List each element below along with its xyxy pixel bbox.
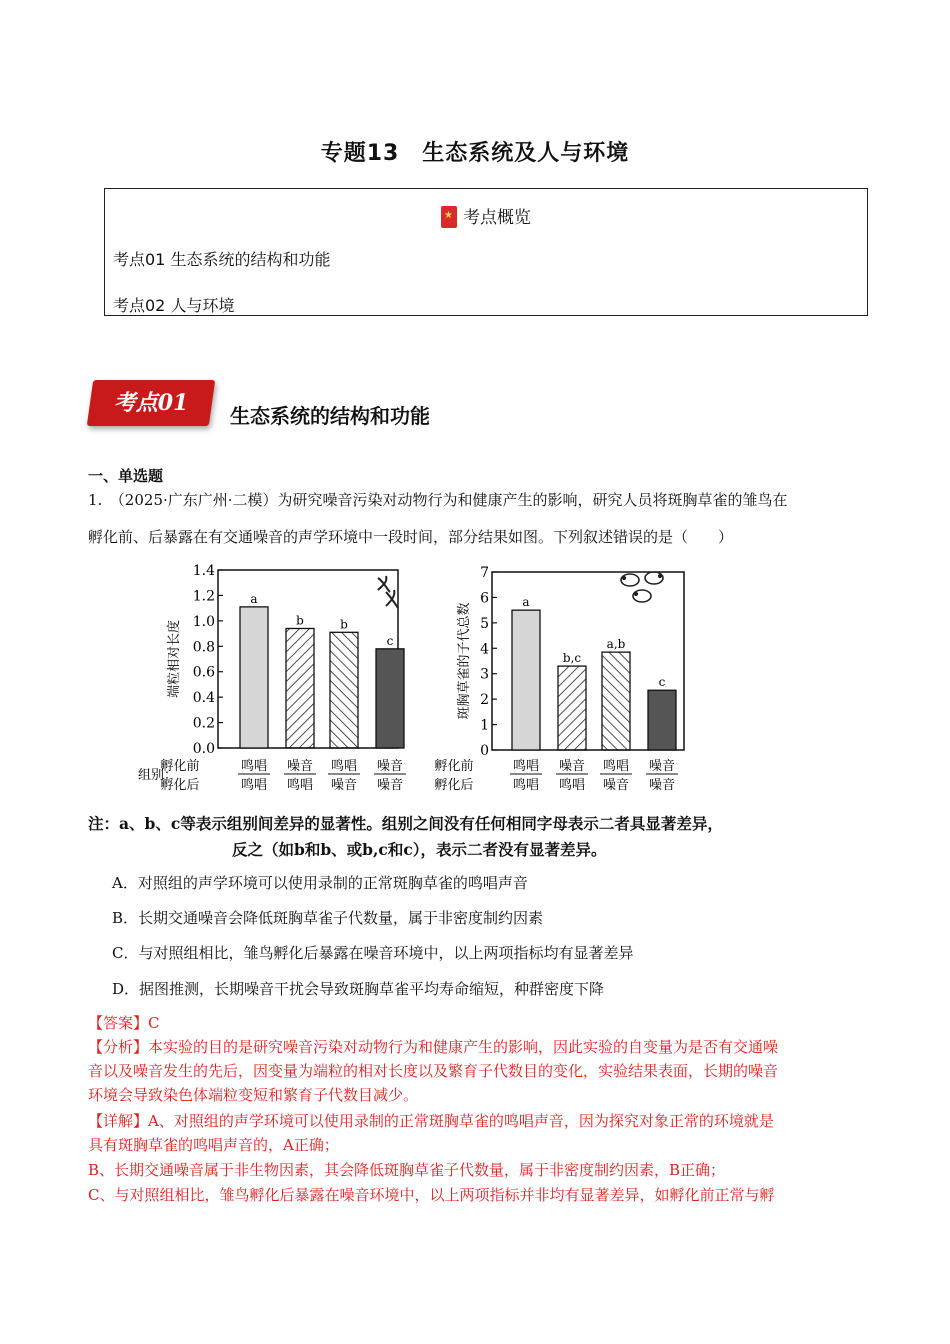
section-title: 生态系统的结构和功能 <box>230 404 430 428</box>
group-before-label: 噪音 <box>648 759 676 774</box>
bar <box>286 628 314 748</box>
y-tick-label: 7 <box>480 565 489 581</box>
group-label: 组别： <box>138 768 178 783</box>
bar-label: a <box>250 591 258 606</box>
figure-note-line-2: 反之（如b和b、或b,c和c），表示二者没有显著差异。 <box>232 840 607 859</box>
y-axis-label: 端粒相对长度 <box>167 619 182 699</box>
bar <box>602 652 630 750</box>
overview-item-2[interactable]: 考点02 人与环境 <box>113 296 235 315</box>
group-after-label: 噪音 <box>648 778 676 793</box>
group-after-label: 噪音 <box>602 778 630 793</box>
section-badge-text: 考点01 <box>113 390 189 416</box>
bar <box>558 666 586 750</box>
analysis-line-1: 【分析】本实验的目的是研究噪音污染对动物行为和健康产生的影响，因此实验的自变量为是否有交通噪 <box>88 1038 779 1056</box>
option-a[interactable]: A．对照组的声学环境可以使用录制的正常斑胸草雀的鸣唱声音 <box>112 874 528 892</box>
y-tick-label: 0.6 <box>192 664 215 681</box>
y-tick-label: 0.8 <box>192 639 215 656</box>
answer-line: 【答案】C <box>88 1014 160 1032</box>
offspring-chart <box>434 565 684 793</box>
y-tick-label: 1.0 <box>192 613 215 630</box>
detail-line-1: 【详解】A、对照组的声学环境可以使用录制的正常斑胸草雀的鸣唱声音，因为探究对象正常的环境就是 <box>88 1112 774 1130</box>
bar <box>240 607 268 748</box>
y-tick-label: 1 <box>480 717 489 734</box>
bar <box>648 690 676 750</box>
detail-line-2: 具有斑胸草雀的鸣唱声音的，A正确； <box>88 1136 339 1154</box>
y-tick-label: 4 <box>480 641 489 658</box>
bar-label: c <box>386 633 394 648</box>
y-tick-label: 3 <box>480 666 489 683</box>
question-stem-line-2: 孵化前、后暴露在有交通噪音的声学环境中一段时间，部分结果如图。下列叙述错误的是（ ） <box>88 528 734 546</box>
section-badge <box>87 380 215 426</box>
option-d[interactable]: D．据图推测，长期噪音干扰会导致斑胸草雀平均寿命缩短，种群密度下降 <box>112 980 605 998</box>
y-axis-label: 斑胸草雀的子代总数 <box>457 602 472 720</box>
group-after-label: 鸣唱 <box>240 778 268 793</box>
group-before-label: 鸣唱 <box>512 759 540 774</box>
analysis-line-3: 环境会导致染色体端粒变短和繁育子代数目减少。 <box>88 1086 419 1104</box>
group-before-label: 噪音 <box>286 759 314 774</box>
bar <box>512 610 540 750</box>
chromosome-icon <box>378 576 398 608</box>
question-stem-line-1: 1. （2025·广东广州·二模）为研究噪音污染对动物行为和健康产生的影响，研究人员将斑胸草雀的雏鸟在 <box>88 491 788 509</box>
bar <box>376 649 404 748</box>
option-c[interactable]: C．与对照组相比，雏鸟孵化后暴露在噪音环境中，以上两项指标均有显著差异 <box>112 944 634 962</box>
figure-note-line-1: 注：a、b、c等表示组别间差异的显著性。组别之间没有任何相同字母表示二者具显著差异， <box>88 814 723 833</box>
overview-heading <box>105 203 867 228</box>
group-after-label: 鸣唱 <box>286 778 314 793</box>
group-after-label: 鸣唱 <box>558 778 586 793</box>
bar-label: a,b <box>606 637 626 652</box>
row-label-before: 孵化前 <box>160 759 200 774</box>
detail-line-4: C、与对照组相比，雏鸟孵化后暴露在噪音环境中，以上两项指标并非均有显著差异，如孵化前正常与孵 <box>88 1186 775 1204</box>
group-before-label: 鸣唱 <box>602 759 630 774</box>
row-label-after: 孵化后 <box>434 778 474 793</box>
page-title: 专题13 生态系统及人与环境 <box>320 141 630 166</box>
bar-label: b <box>340 617 348 632</box>
y-tick-label: 6 <box>480 590 489 607</box>
group-after-label: 噪音 <box>376 778 404 793</box>
bar-label: c <box>658 675 666 690</box>
telomere-chart <box>160 563 406 793</box>
row-label-before: 孵化前 <box>434 759 474 774</box>
bar <box>330 632 358 748</box>
y-tick-label: 1.4 <box>192 563 215 579</box>
bar-label: b <box>296 613 304 628</box>
group-after-label: 鸣唱 <box>512 778 540 793</box>
overview-item-1[interactable]: 考点01 生态系统的结构和功能 <box>113 250 331 269</box>
option-b[interactable]: B．长期交通噪音会降低斑胸草雀子代数量，属于非密度制约因素 <box>112 909 544 927</box>
y-tick-label: 0.2 <box>192 715 215 732</box>
overview-box <box>104 188 868 316</box>
overview-heading-text: 考点概览 <box>463 208 531 228</box>
y-tick-label: 5 <box>480 615 489 632</box>
analysis-line-2: 音以及噪音发生的先后，因变量为端粒的相对长度以及繁育子代数目的变化，实验结果表面，长期的噪音 <box>88 1062 779 1080</box>
figure-svg <box>130 560 690 800</box>
y-tick-label: 2 <box>480 692 489 709</box>
bar-label: b,c <box>562 651 582 666</box>
y-tick-label: 0.4 <box>192 690 215 707</box>
detail-line-3: B、长期交通噪音属于非生物因素，其会降低斑胸草雀子代数量，属于非密度制约因素，B正确； <box>88 1161 726 1179</box>
group-after-label: 噪音 <box>330 778 358 793</box>
row-label-after: 孵化后 <box>160 778 200 793</box>
bar-label: a <box>522 595 530 610</box>
book-icon <box>441 206 457 228</box>
group-before-label: 噪音 <box>376 759 404 774</box>
bird-icon <box>621 572 663 602</box>
y-tick-label: 1.2 <box>192 588 215 605</box>
y-tick-label: 0.0 <box>192 741 215 757</box>
group-before-label: 鸣唱 <box>330 759 358 774</box>
group-before-label: 鸣唱 <box>240 759 268 774</box>
question-type-heading: 一、单选题 <box>88 467 164 485</box>
y-tick-label: 0 <box>480 743 489 759</box>
group-before-label: 噪音 <box>558 759 586 774</box>
